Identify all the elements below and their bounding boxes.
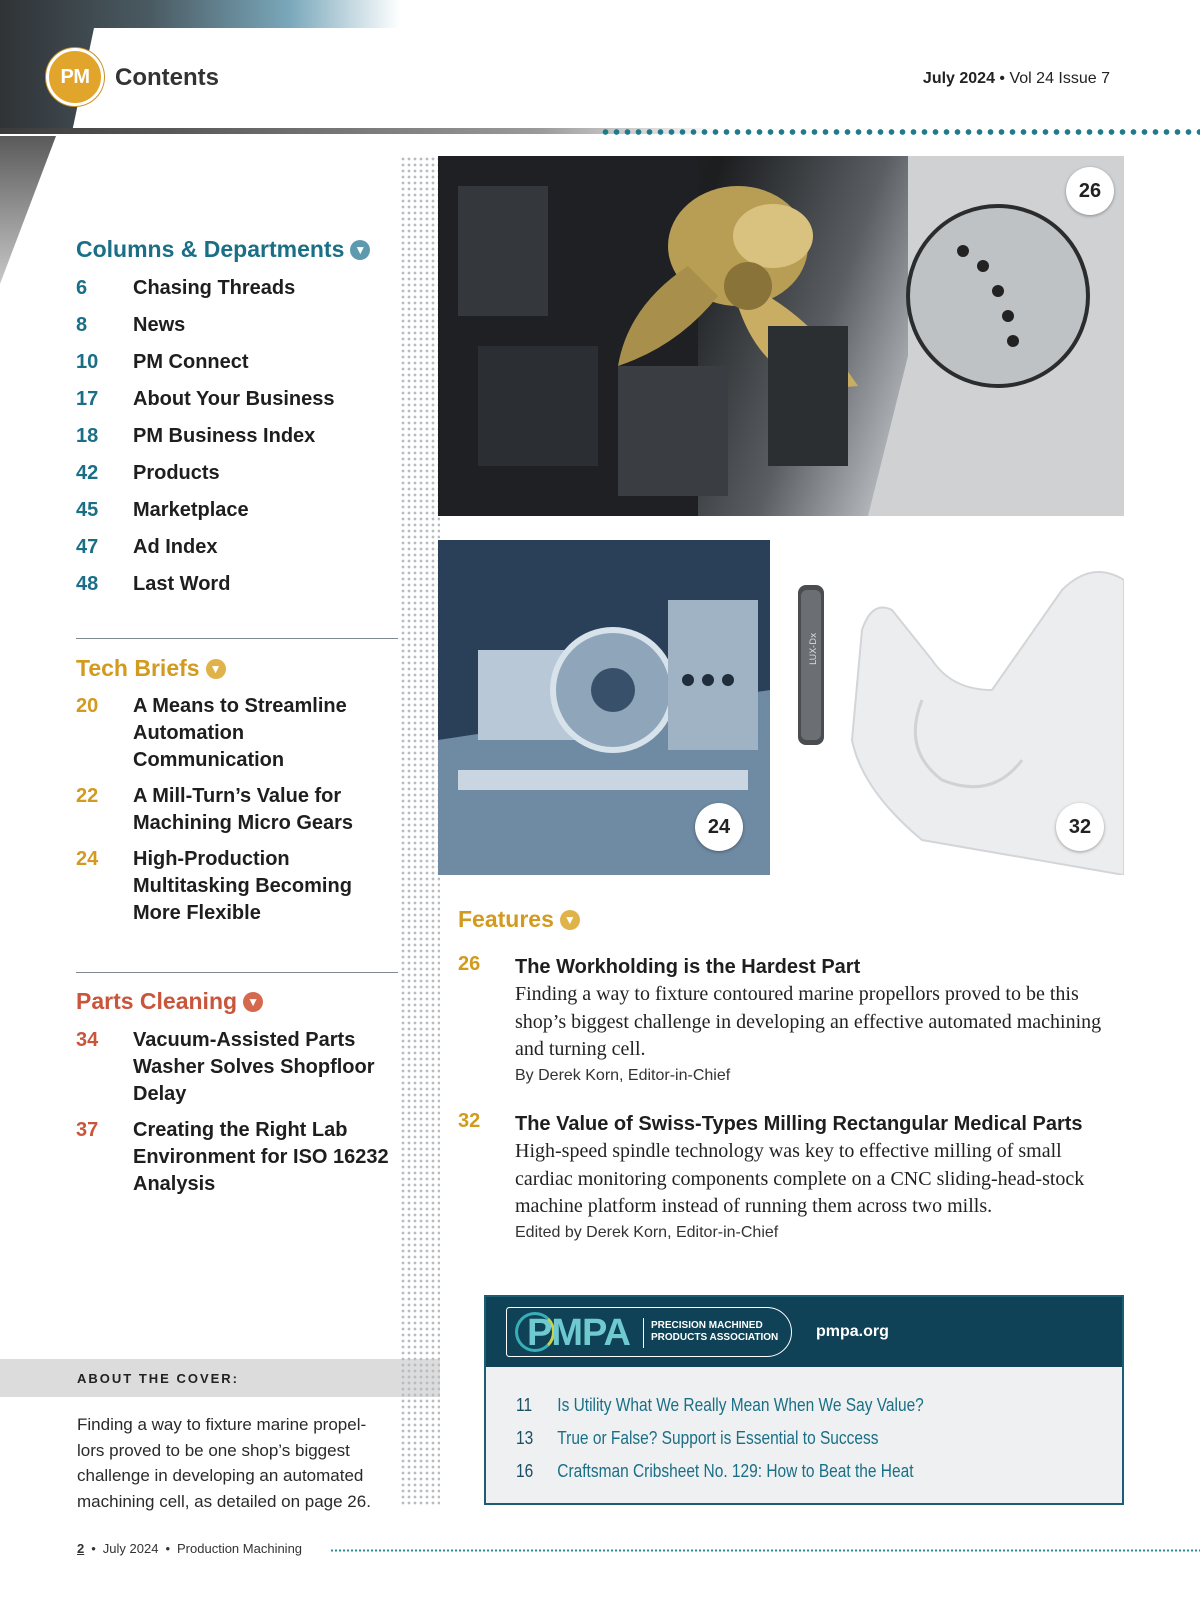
pmpa-org-name-line: PRODUCTS ASSOCIATION <box>651 1332 779 1343</box>
toc-page-number: 48 <box>76 573 99 595</box>
section-divider <box>76 638 398 639</box>
toc-title: Products <box>133 462 220 484</box>
medical-part-image[interactable] <box>792 540 1124 875</box>
features-heading <box>458 906 580 933</box>
pmpa-list <box>486 1367 1122 1488</box>
toc-title: Creating the Right Lab Environment for ISO 16232 Analysis <box>133 1119 389 1195</box>
issue-month: July 2024 <box>922 70 995 87</box>
section-divider <box>76 972 398 973</box>
pmpa-title: Craftsman Cribsheet No. 129: How to Beat the Heat <box>557 1461 914 1481</box>
pmpa-box <box>484 1295 1124 1505</box>
parts-cleaning-heading <box>76 988 263 1015</box>
toc-item[interactable] <box>76 566 396 603</box>
toc-page-number: 24 <box>76 848 99 870</box>
pm-logo: PM <box>46 48 104 106</box>
toc-title: PM Connect <box>133 351 249 373</box>
feature-byline: Edited by Derek Korn, Editor-in-Chief <box>515 1223 779 1241</box>
toc-item[interactable] <box>76 418 396 455</box>
toc-title: A Means to Streamline Automation Communication <box>133 695 347 771</box>
pmpa-item[interactable] <box>516 1422 1037 1455</box>
toc-page-number: 18 <box>76 425 99 447</box>
pmpa-org-name-line: PRECISION MACHINED <box>651 1320 763 1331</box>
toc-page-number: 37 <box>76 1119 99 1141</box>
pmpa-page-number: 13 <box>516 1428 534 1448</box>
toc-item[interactable] <box>76 455 396 492</box>
toc-title: About Your Business <box>133 388 335 410</box>
feature-item[interactable] <box>458 1110 1108 1242</box>
toc-page-number: 8 <box>76 314 88 336</box>
toc-page-number: 42 <box>76 462 99 484</box>
capsule-label: LUX-Dx <box>809 632 819 665</box>
pmpa-logo-word: PMPA <box>527 1312 630 1354</box>
section-heading-text: Columns & Departments <box>76 236 345 262</box>
toc-item[interactable] <box>76 1117 396 1198</box>
feature-item[interactable] <box>458 953 1108 1085</box>
pmpa-page-number: 11 <box>516 1395 533 1415</box>
propeller-machine-illustration <box>438 156 1124 516</box>
toc-item[interactable] <box>76 344 396 381</box>
chevron-down-icon: ▼ <box>560 910 580 930</box>
toc-item[interactable] <box>76 381 396 418</box>
toc-page-number: 47 <box>76 536 99 558</box>
toc-page-number: 10 <box>76 351 99 373</box>
feature-title: The Workholding is the Hardest Part <box>515 956 861 978</box>
parts-cleaning-list <box>76 1027 396 1207</box>
pmpa-title: True or False? Support is Essential to Success <box>557 1428 879 1448</box>
pmpa-header <box>486 1297 1122 1367</box>
pmpa-logo[interactable] <box>506 1307 792 1357</box>
toc-title: High-Production Multitasking Becoming More Flexible <box>133 848 352 924</box>
columns-departments-heading <box>76 236 370 263</box>
toc-page-number: 6 <box>76 277 88 299</box>
multitasking-machine-image[interactable] <box>438 540 770 875</box>
toc-title: Vacuum-Assisted Parts Washer Solves Shopfloor Delay <box>133 1029 375 1105</box>
footer-publication: Production Machining <box>177 1541 303 1556</box>
toc-page-number: 20 <box>76 695 99 717</box>
toc-title: A Mill-Turn’s Value for Machining Micro Gears <box>133 785 354 834</box>
header-dot-rule <box>600 128 1200 136</box>
toc-title: PM Business Index <box>133 425 316 447</box>
feature-description: Finding a way to fixture contoured marine propellors proved to be this shop’s biggest challenge in developing an effective automated machining and turning cell. <box>515 983 1102 1060</box>
toc-title: Chasing Threads <box>133 277 296 299</box>
page-number: 2 <box>77 1541 85 1556</box>
page-badge: 32 <box>1056 803 1104 851</box>
section-heading-text: Parts Cleaning <box>76 988 238 1014</box>
toc-item[interactable] <box>76 783 396 837</box>
toc-page-number: 45 <box>76 499 99 521</box>
toc-page-number: 22 <box>76 785 99 807</box>
pmpa-item[interactable] <box>516 1389 1037 1422</box>
about-cover-text: Finding a way to fixture marine propel-lors proved to be one shop’s biggest challenge in developing an automated machining cell, as detailed on page 26. <box>77 1415 371 1511</box>
decorative-slash <box>0 136 56 284</box>
toc-page-number: 17 <box>76 388 99 410</box>
feature-byline: By Derek Korn, Editor-in-Chief <box>515 1066 731 1084</box>
feature-title: The Value of Swiss-Types Milling Rectangular Medical Parts <box>515 1113 1083 1135</box>
toc-title: News <box>133 314 186 336</box>
page-badge: 24 <box>695 803 743 851</box>
issue-volume: Vol 24 Issue 7 <box>1009 70 1110 87</box>
toc-item[interactable] <box>76 1027 396 1108</box>
toc-title: Last Word <box>133 573 231 595</box>
toc-item[interactable] <box>76 307 396 344</box>
cover-propeller-image[interactable] <box>438 156 1124 516</box>
toc-title: Ad Index <box>133 536 218 558</box>
section-heading-text: Tech Briefs <box>76 655 200 681</box>
feature-description: High-speed spindle technology was key to effective milling of small cardiac monitoring components complete on a CNC sliding-head-stock machine platform instead of running them across two mills. <box>515 1140 1085 1217</box>
page-badge: 26 <box>1066 167 1114 215</box>
chevron-down-icon: ▼ <box>350 240 370 260</box>
vertical-dot-divider <box>400 156 440 1506</box>
toc-item[interactable] <box>76 529 396 566</box>
chevron-down-icon: ▼ <box>243 992 263 1012</box>
feature-page-number: 26 <box>458 953 481 975</box>
feature-page-number: 32 <box>458 1110 481 1132</box>
columns-departments-list <box>76 270 396 603</box>
toc-title: Marketplace <box>133 499 249 521</box>
page-footer <box>77 1541 302 1556</box>
toc-item[interactable] <box>76 693 396 774</box>
pmpa-org-name <box>651 1320 791 1344</box>
pmpa-url-link[interactable]: pmpa.org <box>816 1323 889 1340</box>
toc-item[interactable] <box>76 270 396 307</box>
pmpa-title: Is Utility What We Really Mean When We Say Value? <box>557 1395 924 1415</box>
footer-separator: • <box>91 1541 96 1556</box>
issue-info: July 2024 • Vol 24 Issue 7 <box>922 70 1110 87</box>
toc-item[interactable] <box>76 846 396 927</box>
pmpa-page-number: 16 <box>516 1461 534 1481</box>
about-cover-label: ABOUT THE COVER: <box>77 1371 239 1386</box>
pmpa-separator <box>643 1318 644 1348</box>
footer-dot-rule <box>330 1549 1200 1552</box>
tech-briefs-list <box>76 693 396 936</box>
footer-separator: • <box>165 1541 171 1556</box>
toc-item[interactable] <box>76 492 396 529</box>
tech-briefs-heading <box>76 655 226 682</box>
pmpa-item[interactable] <box>516 1455 1037 1488</box>
page-title: Contents <box>115 64 219 91</box>
chevron-down-icon: ▼ <box>206 659 226 679</box>
footer-date: July 2024 <box>102 1541 159 1556</box>
section-heading-text: Features <box>458 906 554 932</box>
toc-page-number: 34 <box>76 1029 99 1051</box>
